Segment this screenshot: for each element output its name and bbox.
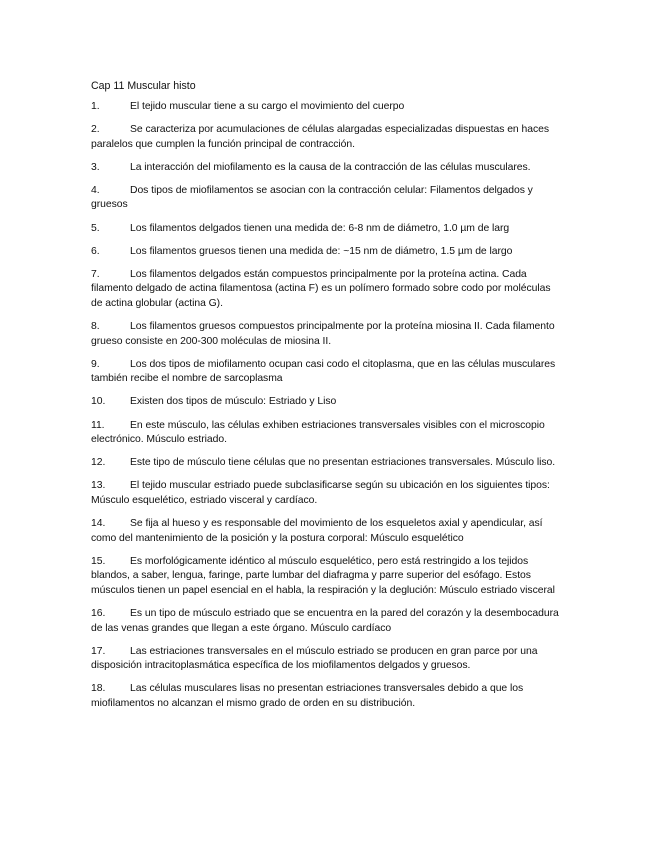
item-number: 6. [91, 245, 100, 257]
item-number: 9. [91, 358, 100, 370]
document-title: Cap 11 Muscular histo [91, 80, 196, 92]
list-item [91, 607, 563, 636]
item-number: 1. [91, 101, 100, 112]
item-text: Las estriaciones transversales en el músculo estriado se producen en gran parce por una disposición intracitoplasmática específica de los miofilamentos delgados y gruesos. [91, 645, 538, 672]
list-item [91, 419, 563, 448]
item-text: Es un tipo de músculo estriado que se encuentra en la pared del corazón y la desembocadura de las venas grandes que llegan a este órgano. Músculo cardíaco [91, 607, 559, 634]
list-item [91, 161, 563, 176]
item-number: 15. [91, 555, 106, 567]
item-text: Los filamentos gruesos compuestos principalmente por la proteína miosina II. Cada filamento grueso consiste en 200-300 moléculas de miosina II. [91, 321, 555, 347]
item-number: 12. [91, 457, 106, 469]
item-number: 10. [91, 396, 106, 408]
item-number: 3. [91, 161, 100, 173]
list-item [91, 320, 563, 349]
item-text: Los filamentos delgados están compuestos principalmente por la proteína actina. Cada filamento delgado de actina filamentosa (actina F) es un polímero formado sobre codo por moléculas de actina globular (actina G). [91, 268, 551, 309]
item-text: Los dos tipos de miofilamento ocupan casi codo el citoplasma, que en las células musculares también recibe el nombre de sarcoplasma [91, 358, 556, 385]
item-text: Los filamentos delgados tienen una medida de: 6-8 nm de diámetro, 1.0 µm de larg [130, 222, 510, 234]
list-item [91, 517, 563, 546]
item-number: 2. [91, 124, 100, 136]
item-text: Existen dos tipos de músculo: Estriado y Liso [130, 396, 337, 408]
item-number: 8. [91, 321, 100, 333]
list-item [91, 358, 563, 387]
item-number: 5. [91, 222, 100, 234]
list-item [91, 479, 563, 508]
list-item [91, 222, 563, 237]
item-text: Este tipo de músculo tiene células que no presentan estriaciones transversales. Músculo liso. [130, 457, 556, 469]
item-text: Se caracteriza por acumulaciones de células alargadas especializadas dispuestas en haces paralelos que cumplen la función principal de contracción. [91, 124, 549, 150]
list-item [91, 645, 563, 674]
list-item [91, 456, 563, 471]
list-item [91, 245, 563, 260]
list-item [91, 184, 563, 213]
item-number: 18. [91, 683, 106, 695]
list-item [91, 268, 563, 312]
list-item [91, 100, 563, 115]
list-item [91, 395, 563, 410]
item-text: Las células musculares lisas no presentan estriaciones transversales debido a que los miofilamentos no alcanzan el mismo grado de orden en su distribución. [91, 683, 524, 709]
item-text: El tejido muscular tiene a su cargo el movimiento del cuerpo [130, 101, 405, 112]
item-text: Es morfológicamente idéntico al músculo esquelético, pero está restringido a los tejidos blandos, a saber, lengua, faringe, parte lumbar del diafragma y parre superior del esófago. Estos músculos tienen un papel esencial en el habla, la respiración y la deglución: Músculo estriado visceral [91, 555, 555, 596]
item-number: 7. [91, 268, 100, 280]
item-text: La interacción del miofilamento es la causa de la contracción de las células musculares. [130, 161, 531, 173]
item-number: 13. [91, 480, 106, 492]
item-number: 14. [91, 517, 106, 529]
item-number: 4. [91, 184, 100, 196]
item-number: 11. [91, 419, 105, 431]
item-text: Los filamentos gruesos tienen una medida de: ~15 nm de diámetro, 1.5 µm de largo [130, 245, 513, 257]
list-item [91, 682, 563, 711]
list-item [91, 555, 563, 599]
item-number: 16. [91, 607, 106, 619]
item-text: En este músculo, las células exhiben estriaciones transversales visibles con el microscopio electrónico. Músculo estriado. [91, 419, 545, 446]
item-number: 17. [91, 645, 106, 657]
item-text: Se fija al hueso y es responsable del movimiento de los esqueletos axial y apendicular, así como del mantenimiento de la posición y la postura corporal: Músculo esquelético [91, 517, 543, 544]
item-text: El tejido muscular estriado puede subclasificarse según su ubicación en los siguientes tipos: Músculo esquelético, estriado visceral y cardíaco. [91, 480, 550, 506]
item-text: Dos tipos de miofilamentos se asocian con la contracción celular: Filamentos delgados y gruesos [91, 184, 533, 211]
list-item [91, 123, 563, 152]
